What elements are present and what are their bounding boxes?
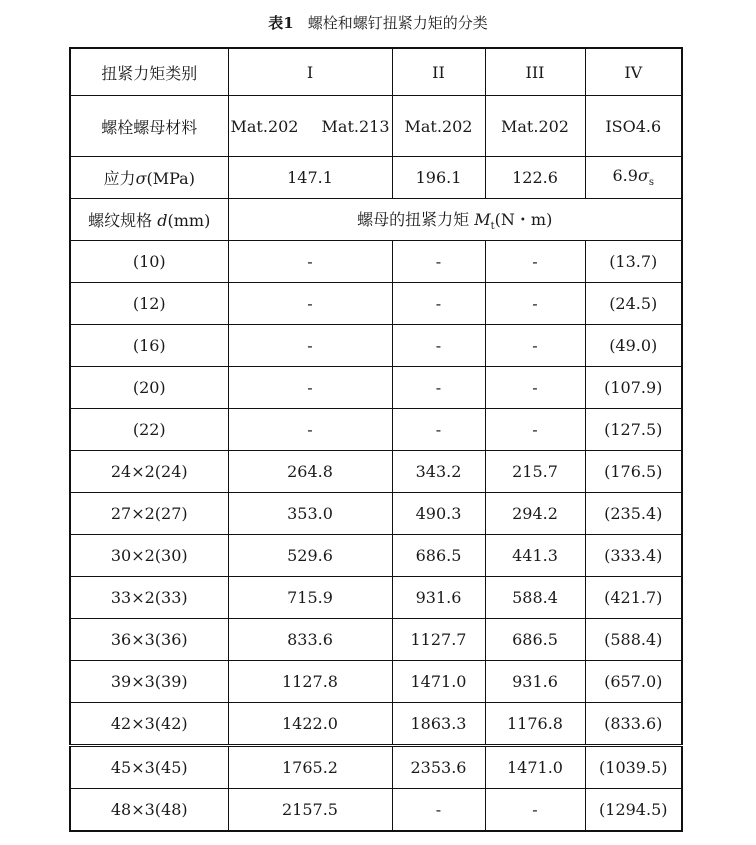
torque-cell-III: - [485,283,585,325]
category-III: III [485,48,585,96]
torque-sub: t [490,221,495,233]
table-row [70,577,682,619]
torque-cell-IV: (24.5) [585,283,682,325]
thread-spec-cell: 27×2(27) [70,493,228,535]
torque-cell-III: - [485,409,585,451]
stress-symbol: σ [135,169,147,188]
thread-spec-cell: 42×3(42) [70,703,228,746]
thread-unit: (mm) [167,211,211,230]
torque-cell-I: 1127.8 [228,661,392,703]
torque-cell-I: 2157.5 [228,789,392,832]
torque-cell-IV: (107.9) [585,367,682,409]
torque-cell-IV: (176.5) [585,451,682,493]
torque-cell-III: 1471.0 [485,746,585,789]
stress-IV-sub: s [648,177,654,189]
thread-spec-cell: 30×2(30) [70,535,228,577]
category-label: 扭紧力矩类别 [70,48,228,96]
torque-cell-III: 588.4 [485,577,585,619]
torque-cell-II: 2353.6 [392,746,485,789]
stress-IV-symbol: σ [637,166,649,186]
thread-spec-cell: 36×3(36) [70,619,228,661]
torque-table [69,47,683,832]
torque-cell-I: 1422.0 [228,703,392,746]
thread-spec-cell: 39×3(39) [70,661,228,703]
category-I: I [228,48,392,96]
torque-cell-III: 686.5 [485,619,585,661]
torque-label [228,199,682,241]
material-I [228,96,392,157]
table-title: 螺栓和螺钉扭紧力矩的分类 [307,14,488,32]
table-row [70,789,682,832]
material-I-a: Mat.202 [230,116,299,136]
torque-cell-II: 343.2 [392,451,485,493]
torque-cell-IV: (127.5) [585,409,682,451]
stress-I: 147.1 [228,157,392,199]
stress-IV [585,157,682,199]
torque-cell-II: - [392,241,485,283]
thread-spec-cell: 24×2(24) [70,451,228,493]
material-II: Mat.202 [392,96,485,157]
header-row-stress [70,157,682,199]
stress-III: 122.6 [485,157,585,199]
torque-cell-II: 1863.3 [392,703,485,746]
header-row-category [70,48,682,96]
table-row [70,451,682,493]
torque-cell-IV: (833.6) [585,703,682,746]
torque-cell-III: 215.7 [485,451,585,493]
torque-cell-I: - [228,409,392,451]
torque-cell-I: - [228,367,392,409]
torque-label-text: 螺母的扭紧力矩 [357,209,470,229]
stress-label [70,157,228,199]
stress-IV-value: 6.9 [612,166,638,186]
thread-spec-cell: 48×3(48) [70,789,228,832]
table-row [70,241,682,283]
torque-cell-IV: (421.7) [585,577,682,619]
torque-cell-IV: (1039.5) [585,746,682,789]
torque-cell-IV: (13.7) [585,241,682,283]
torque-cell-I: 1765.2 [228,746,392,789]
torque-cell-I: 833.6 [228,619,392,661]
torque-unit: (N・m) [494,209,553,229]
torque-cell-II: - [392,283,485,325]
torque-cell-II: 1471.0 [392,661,485,703]
torque-cell-III: 1176.8 [485,703,585,746]
torque-cell-III: 294.2 [485,493,585,535]
table-caption [0,12,756,33]
torque-cell-II: - [392,325,485,367]
torque-cell-III: - [485,789,585,832]
torque-cell-II: - [392,367,485,409]
table-row [70,493,682,535]
torque-cell-I: - [228,325,392,367]
torque-cell-IV: (49.0) [585,325,682,367]
table-row [70,661,682,703]
thread-spec-cell: (16) [70,325,228,367]
table-row [70,535,682,577]
table-row [70,619,682,661]
material-I-b: Mat.213 [321,116,390,136]
torque-cell-III: - [485,241,585,283]
torque-cell-II: - [392,789,485,832]
table-row [70,367,682,409]
header-row-thread [70,199,682,241]
thread-spec-cell: (22) [70,409,228,451]
torque-cell-I: - [228,283,392,325]
torque-cell-II: - [392,409,485,451]
torque-cell-I: 529.6 [228,535,392,577]
torque-cell-I: - [228,241,392,283]
thread-label [70,199,228,241]
stress-unit: (MPa) [146,169,195,188]
torque-cell-IV: (588.4) [585,619,682,661]
thread-spec-cell: (10) [70,241,228,283]
torque-cell-II: 931.6 [392,577,485,619]
thread-symbol: d [157,211,168,230]
table-row [70,283,682,325]
torque-cell-II: 490.3 [392,493,485,535]
thread-label-text: 螺纹规格 [88,211,153,230]
header-row-material [70,96,682,157]
torque-cell-III: - [485,325,585,367]
torque-cell-II: 1127.7 [392,619,485,661]
torque-cell-I: 264.8 [228,451,392,493]
thread-spec-cell: (12) [70,283,228,325]
thread-spec-cell: (20) [70,367,228,409]
torque-symbol: M [474,209,491,229]
table-row [70,325,682,367]
material-IV: ISO4.6 [585,96,682,157]
torque-cell-IV: (657.0) [585,661,682,703]
torque-cell-III: 441.3 [485,535,585,577]
table-row [70,409,682,451]
torque-cell-IV: (1294.5) [585,789,682,832]
material-label: 螺栓螺母材料 [70,96,228,157]
torque-cell-I: 353.0 [228,493,392,535]
stress-label-text: 应力 [103,169,136,188]
torque-cell-I: 715.9 [228,577,392,619]
table-row [70,703,682,746]
torque-cell-III: 931.6 [485,661,585,703]
table-number: 表1 [268,14,294,32]
stress-II: 196.1 [392,157,485,199]
category-II: II [392,48,485,96]
material-III: Mat.202 [485,96,585,157]
torque-cell-II: 686.5 [392,535,485,577]
category-IV: IV [585,48,682,96]
torque-cell-III: - [485,367,585,409]
torque-cell-IV: (333.4) [585,535,682,577]
torque-cell-IV: (235.4) [585,493,682,535]
table-row [70,746,682,789]
thread-spec-cell: 45×3(45) [70,746,228,789]
thread-spec-cell: 33×2(33) [70,577,228,619]
